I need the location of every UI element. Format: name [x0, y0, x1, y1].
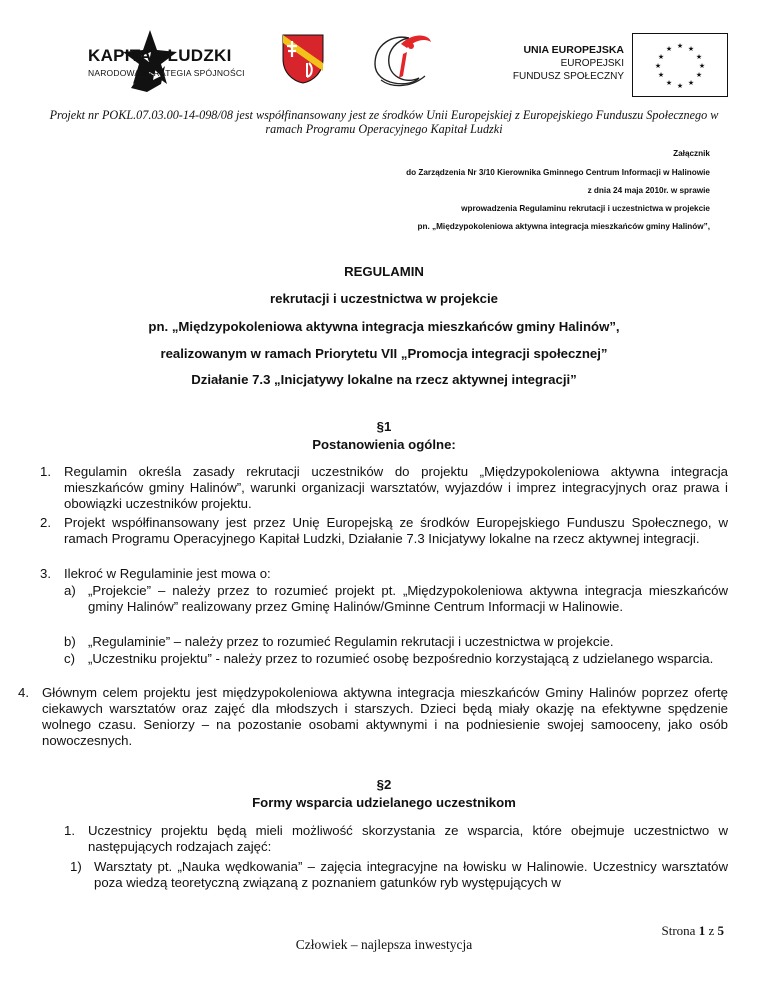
svg-text:★: ★	[676, 82, 684, 90]
list-marker: 4.	[18, 685, 29, 700]
sublist-marker: a)	[64, 583, 76, 598]
svg-text:★: ★	[687, 79, 695, 87]
annex-line-1: Załącznik	[673, 149, 710, 158]
section-2-number: §2	[376, 777, 392, 792]
list-item-2: Projekt współfinansowany jest przez Unię Europejską ze środków Europejskiego Funduszu Społecznego, w ramach Programu Operacyjnego Kapitał Ludzki, Działanie 7.3 Inicjatywy lokalne na rzecz aktywnej integracji.	[64, 515, 728, 546]
document-subtitle-4: Działanie 7.3 „Inicjatywy lokalne na rzecz aktywnej integracji”	[191, 372, 577, 387]
eu-label-line3: FUNDUSZ SPOŁECZNY	[512, 71, 624, 82]
page-total: 5	[717, 923, 724, 938]
kapital-ludzki-title: KAPITAŁ LUDZKI	[88, 46, 232, 65]
page-current: 1	[698, 923, 706, 938]
svg-text:★: ★	[665, 79, 673, 87]
list-marker: 1.	[64, 823, 75, 838]
list-marker: 1.	[40, 464, 51, 479]
svg-text:★: ★	[657, 71, 665, 79]
svg-text:★: ★	[665, 45, 673, 53]
sublist-marker: b)	[64, 634, 76, 649]
project-funding-note: Projekt nr POKL.07.03.00-14-098/08 jest współfinansowany jest ze środków Unii Europejskiej z Europejskiego Funduszu Społecznego w ramach Programu Operacyjnego Kapitał Ludzki	[49, 108, 719, 136]
section-2-item-1: Uczestnicy projektu będą mieli możliwość skorzystania ze wsparcia, które obejmuje uczestnictwo w następujących rodzajach zajęć:	[88, 823, 728, 854]
svg-text:★: ★	[687, 45, 695, 53]
svg-text:★: ★	[657, 53, 665, 61]
footer-slogan: Człowiek – najlepsza inwestycja	[295, 937, 473, 952]
section-2-heading: Formy wsparcia udzielanego uczestnikom	[252, 795, 516, 810]
halinow-crest-icon	[281, 33, 325, 85]
sublist-item-b: „Regulaminie” – należy przez to rozumieć Regulamin rekrutacji i uczestnictwa w projekcie.	[88, 634, 614, 649]
sublist-marker: c)	[64, 651, 75, 666]
document-subtitle-1: rekrutacji i uczestnictwa w projekcie	[270, 291, 498, 306]
eu-label-line1: UNIA EUROPEJSKA	[523, 44, 624, 56]
svg-text:★: ★	[695, 71, 703, 79]
document-subtitle-2: pn. „Międzypokoleniowa aktywna integracja mieszkańców gminy Halinów”,	[148, 319, 620, 334]
list-item-4: Głównym celem projektu jest międzypokoleniowa aktywna integracja mieszkańców Gminy Halinów poprzez ofertę ciekawych warsztatów oraz zajęć dla młodszych i starszych. Dzieci będą miały okazję na efektywne spędzenie wolnego czasu. Seniorzy – na pozostanie osobami aktywnymi i na podniesienie swojej samooceny, jako osób nowoczesnych.	[42, 685, 728, 748]
sublist-item-c: „Uczestniku projektu” - należy przez to rozumieć osobę bezpośrednio korzystającą z udzielanego wsparcia.	[88, 651, 714, 666]
page-label: Strona	[661, 923, 696, 938]
kapital-ludzki-subtitle: NARODOWA STRATEGIA SPÓJNOŚCI	[88, 68, 245, 78]
annex-line-5: pn. „Międzypokoleniowa aktywna integracja mieszkańców gminy Halinów”,	[417, 222, 710, 231]
annex-line-3: z dnia 24 maja 2010r. w sprawie	[587, 186, 710, 195]
eu-flag-icon	[632, 33, 728, 97]
document-title: REGULAMIN	[344, 264, 424, 279]
page-of: z	[708, 923, 715, 938]
section-1-number: §1	[376, 419, 392, 434]
annex-line-4: wprowadzenia Regulaminu rekrutacji i uczestnictwa w projekcie	[461, 204, 710, 213]
annex-line-2: do Zarządzenia Nr 3/10 Kierownika Gminnego Centrum Informacji w Halinowie	[406, 168, 710, 177]
list-item-3: Ilekroć w Regulaminie jest mowa o:	[64, 566, 271, 581]
svg-text:★: ★	[695, 53, 703, 61]
sublist-marker: 1)	[70, 859, 82, 874]
document-subtitle-3: realizowanym w ramach Priorytetu VII „Promocja integracji społecznej”	[160, 346, 608, 361]
svg-text:★: ★	[654, 62, 662, 70]
svg-text:★: ★	[676, 42, 684, 50]
eu-label-line2: EUROPEJSKI	[560, 58, 624, 69]
section-2-subitem-1: Warsztaty pt. „Nauka wędkowania” – zajęcia integracyjne na łowisku w Halinowie. Uczestnicy warsztatów poza wiedzą teoretyczną związaną z poznaniem gatunków ryb występujących w	[94, 859, 728, 890]
sublist-item-a: „Projekcie” – należy przez to rozumieć projekt pt. „Międzypokoleniowa aktywna integracja mieszkańców gminy Halinów” realizowany przez Gminę Halinów/Gminne Centrum Informacji w Halinowie.	[88, 583, 728, 614]
list-marker: 2.	[40, 515, 51, 530]
list-item-1: Regulamin określa zasady rekrutacji uczestników do projektu „Międzypokoleniowa aktywna integracja mieszkańców gminy Halinów”, warunki organizacji warsztatów, wyjazdów i imprez integracyjnych oraz prawa i obowiązki uczestników projektu.	[64, 464, 728, 511]
centrum-informacji-logo	[367, 24, 437, 94]
svg-text:★: ★	[698, 62, 706, 70]
list-marker: 3.	[40, 566, 51, 581]
section-1-heading: Postanowienia ogólne:	[312, 437, 456, 452]
